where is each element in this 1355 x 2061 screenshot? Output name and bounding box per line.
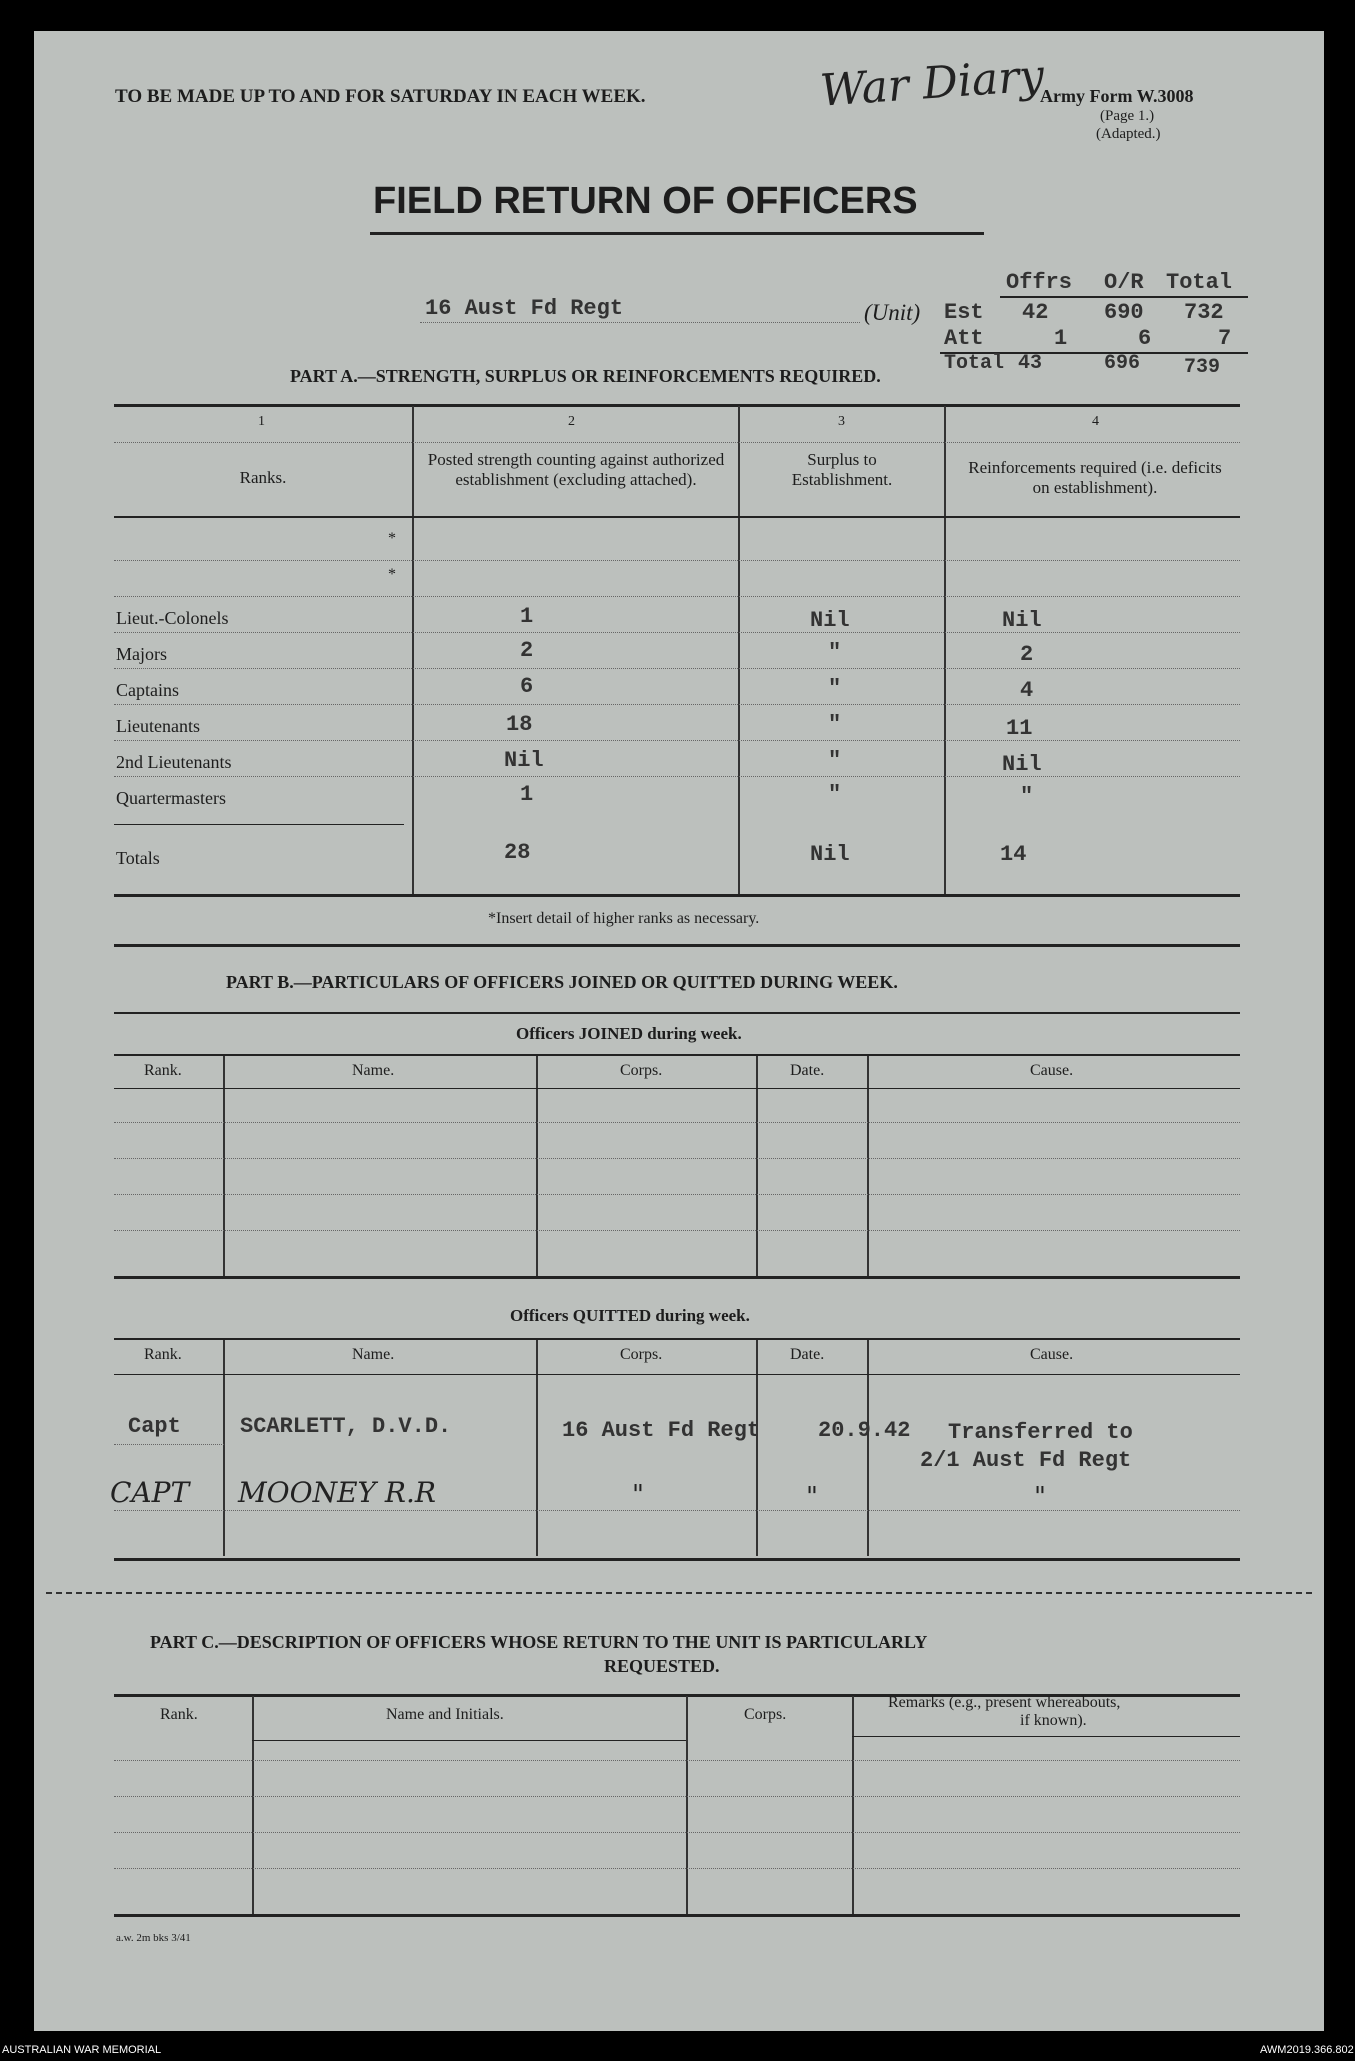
joined-col-corps: Corps. [620,1062,663,1079]
joined-col-rank: Rank. [144,1062,182,1079]
part-a-heading: PART A.—STRENGTH, SURPLUS OR REINFORCEMENTS REQUIRED. [290,366,881,386]
rank-captains: Captains [116,680,179,700]
rank-majors: Majors [116,644,167,664]
form-number: Army Form W.3008 [1040,86,1194,106]
print-reference: a.w. 2m bks 3/41 [116,1932,191,1944]
joined-col-name: Name. [352,1062,395,1079]
col-number-4: 4 [1092,414,1099,429]
strength-att-total: 7 [1218,326,1232,351]
archive-footer [0,2040,1355,2061]
perforation-line [46,1592,1312,1594]
quitted-title: Officers QUITTED during week. [510,1306,750,1325]
joined-col-cause: Cause. [1030,1062,1074,1079]
strength-est-or: 690 [1104,300,1144,325]
quitted-1-cause-line2: 2/1 Aust Fd Regt [920,1448,1132,1473]
surplus-lieut-colonels: Nil [810,608,850,633]
strength-att-offrs: 1 [1054,326,1068,351]
posted-majors: 2 [520,638,534,663]
reinf-majors: 2 [1020,642,1034,667]
strength-header-total: Total [1166,270,1233,295]
quitted-2-date: " [806,1482,818,1512]
rank-2nd-lieutenants: 2nd Lieutenants [116,752,232,772]
strength-header-or: O/R [1104,270,1144,295]
joined-col-date: Date. [790,1062,825,1079]
quitted-col-corps: Corps. [620,1346,663,1363]
part-c-col-remarks-line2: if known). [1020,1712,1087,1729]
posted-lieut-colonels: 1 [520,604,534,629]
surplus-majors: " [828,640,842,665]
part-c-col-remarks: Remarks (e.g., present whereabouts, [888,1694,1121,1711]
strength-total-total: 739 [1184,356,1221,379]
quitted-2-name: MOONEY R.R [238,1476,436,1509]
quitted-2-corps: " [632,1480,644,1510]
reinf-captains: 4 [1020,678,1034,703]
star-marker-1: * [388,530,396,547]
part-c-col-name: Name and Initials. [386,1706,504,1723]
posted-captains: 6 [520,674,534,699]
quitted-1-name: SCARLETT, D.V.D. [240,1414,452,1439]
quitted-col-date: Date. [790,1346,825,1363]
header-instruction: TO BE MADE UP TO AND FOR SATURDAY IN EACH WEEK. [115,86,646,107]
quitted-2-cause: " [1034,1482,1046,1512]
quitted-2-rank: CAPT [110,1476,190,1509]
surplus-captains: " [828,676,842,701]
quitted-1-date: 20.9.42 [818,1418,911,1443]
rank-quartermasters: Quartermasters [116,788,226,808]
unit-name: 16 Aust Fd Regt [425,296,624,321]
strength-label-att: Att [944,326,984,351]
totals-reinf: 14 [1000,842,1027,867]
reinf-2nd-lieutenants: Nil [1002,752,1042,777]
col-header-ranks: Ranks. [239,468,287,487]
strength-est-total: 732 [1184,300,1224,325]
totals-label: Totals [116,848,160,868]
part-c-col-corps: Corps. [744,1706,787,1723]
strength-label-est: Est [944,300,984,325]
rank-lieut-colonels: Lieut.-Colonels [116,608,229,628]
form-adapted: (Adapted.) [1096,126,1161,142]
posted-quartermasters: 1 [520,782,534,807]
joined-title: Officers JOINED during week. [516,1024,742,1043]
col-number-1: 1 [258,414,265,429]
strength-label-total: Total [944,352,1005,375]
archive-footer-right: AWM2019.366.802 [1260,2044,1354,2056]
totals-posted: 28 [504,840,531,865]
handwritten-war-diary: War Diary [818,50,1046,117]
strength-est-offrs: 42 [1022,300,1049,325]
part-b-heading: PART B.—PARTICULARS OF OFFICERS JOINED OR QUITTED DURING WEEK. [226,972,898,992]
surplus-lieutenants: " [828,712,842,737]
quitted-1-corps: 16 Aust Fd Regt [562,1418,761,1443]
quitted-1-rank: Capt [128,1414,181,1439]
posted-lieutenants: 18 [506,712,533,737]
reinf-lieut-colonels: Nil [1002,608,1042,633]
form-page: (Page 1.) [1100,108,1155,124]
col-header-posted: Posted strength counting against authorized establishment (excluding attached). [427,450,725,489]
part-c-heading: PART C.—DESCRIPTION OF OFFICERS WHOSE RETURN TO THE UNIT IS PARTICULARLY [150,1632,928,1652]
strength-total-offrs: 43 [1018,352,1043,375]
archive-footer-left: AUSTRALIAN WAR MEMORIAL [2,2044,162,2056]
strength-att-or: 6 [1138,326,1152,351]
surplus-2nd-lieutenants: " [828,748,842,773]
posted-2nd-lieutenants: Nil [504,748,544,773]
strength-header-offrs: Offrs [1006,270,1073,295]
rank-lieutenants: Lieutenants [116,716,200,736]
reinf-lieutenants: 11 [1006,716,1033,741]
strength-total-or: 696 [1104,352,1141,375]
col-header-reinforcements: Reinforcements required (i.e. deficits on establishment). [968,458,1222,497]
star-marker-2: * [388,566,396,583]
part-c-col-rank: Rank. [160,1706,198,1723]
col-number-2: 2 [568,414,575,429]
quitted-col-cause: Cause. [1030,1346,1074,1363]
quitted-col-rank: Rank. [144,1346,182,1363]
col-number-3: 3 [838,414,845,429]
page-title: FIELD RETURN OF OFFICERS [373,180,918,222]
col-header-surplus: Surplus to Establishment. [791,450,893,489]
quitted-1-cause: Transferred to [948,1420,1133,1445]
surplus-quartermasters: " [828,782,842,807]
title-underline [370,232,984,235]
part-a-footnote: *Insert detail of higher ranks as necessary. [488,910,760,927]
reinf-quartermasters: " [1020,784,1034,809]
unit-label: (Unit) [864,300,921,325]
totals-surplus: Nil [810,842,850,867]
quitted-col-name: Name. [352,1346,395,1363]
part-c-heading-line2: REQUESTED. [604,1656,720,1676]
